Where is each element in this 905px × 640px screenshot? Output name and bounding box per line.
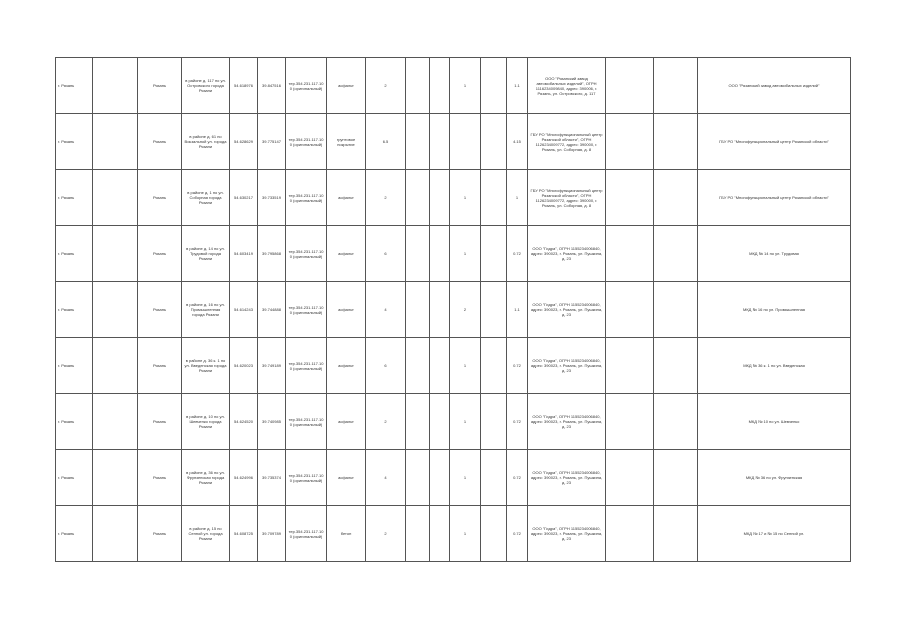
table-cell-surface: асфальт: [327, 170, 366, 226]
table-cell-vol: 1.1: [507, 58, 528, 114]
table-cell-lat: 54.618976: [230, 58, 258, 114]
table-cell-city: г. Рязань: [56, 282, 93, 338]
table-cell-operator: МКД № 14 по ул. Трудовая: [698, 226, 851, 282]
table-cell-empty: [654, 58, 698, 114]
table-cell-coords: тер.354.231.117.100 (оригинальный): [286, 338, 327, 394]
table-cell-surface: асфальт: [327, 450, 366, 506]
table-cell-lat: 54.620023: [230, 338, 258, 394]
table-cell-n1: [406, 226, 430, 282]
table-cell-empty: [430, 506, 450, 562]
table-cell-empty: [430, 170, 450, 226]
table-cell-operator: МКД № 36 по ул. Фрунзенская: [698, 450, 851, 506]
table-cell-operator: МКД № 16 по ул. Промышленная: [698, 282, 851, 338]
table-cell-empty: [481, 226, 507, 282]
table-cell-district: Рязань: [138, 114, 182, 170]
table-cell-coords: тер.354.231.117.100 (оригинальный): [286, 282, 327, 338]
table-row: [56, 226, 851, 282]
table-cell-extra: [606, 226, 654, 282]
table-cell-area: 6.5: [366, 114, 406, 170]
table-row: [56, 58, 851, 114]
table-row: [56, 114, 851, 170]
table-cell-empty: [481, 114, 507, 170]
table-cell-empty: [481, 394, 507, 450]
table-row: [56, 394, 851, 450]
table-cell-vol: 0.72: [507, 450, 528, 506]
table-cell-coords: тер.354.231.117.100 (оригинальный): [286, 58, 327, 114]
table-cell-owner: ООО "Гидра", ОГРН 1155234006840, адрес: 390023, г. Рязань, ул. Пушкина, д. 23: [528, 450, 606, 506]
table-cell-lon: 39.735374: [258, 450, 286, 506]
table-cell-empty: [93, 506, 138, 562]
table-cell-lon: 39.795868: [258, 226, 286, 282]
table-cell-vol: 1.1: [507, 282, 528, 338]
table-cell-surface: асфальт: [327, 58, 366, 114]
table-cell-vol: 0.72: [507, 506, 528, 562]
table-cell-empty: [93, 226, 138, 282]
table-cell-n1: [406, 450, 430, 506]
table-cell-owner: ООО "Гидра", ОГРН 1155234006840, адрес: 390023, г. Рязань, ул. Пушкина, д. 23: [528, 282, 606, 338]
table-cell-empty: [654, 226, 698, 282]
table-cell-district: Рязань: [138, 506, 182, 562]
table-cell-empty: [93, 282, 138, 338]
table-cell-location: в районе д. 117 по ул. Островского города Рязани: [182, 58, 230, 114]
table-cell-location: в районе д. 36 к. 1 по ул. Введенская города Рязани: [182, 338, 230, 394]
registry-table: [55, 57, 851, 562]
table-cell-n2: [450, 114, 481, 170]
table-cell-coords: тер.354.231.117.100 (оригинальный): [286, 450, 327, 506]
table-cell-empty: [93, 450, 138, 506]
table-cell-empty: [481, 450, 507, 506]
table-cell-operator: МКД № 10 по ул. Шевченко: [698, 394, 851, 450]
table-cell-extra: [606, 338, 654, 394]
table-cell-surface: грунтовое покрытие: [327, 114, 366, 170]
table-cell-operator: ГБУ РО "Многофункциональный центр Рязанской области": [698, 170, 851, 226]
table-cell-vol: 0.72: [507, 394, 528, 450]
table-cell-area: 2: [366, 506, 406, 562]
table-cell-area: 6: [366, 226, 406, 282]
table-cell-empty: [93, 170, 138, 226]
table-cell-coords: тер.354.231.117.100 (оригинальный): [286, 114, 327, 170]
table-cell-location: в районе д. 16 по ул. Промышленная города Рязани: [182, 282, 230, 338]
table-cell-location: в районе д. 36 по ул. Фрунзенская города Рязани: [182, 450, 230, 506]
table-cell-area: 2: [366, 170, 406, 226]
table-cell-district: Рязань: [138, 450, 182, 506]
table-cell-empty: [430, 338, 450, 394]
table-cell-lon: 39.775147: [258, 114, 286, 170]
table-cell-location: в районе д. 61 по Вокзальной ул. города Рязани: [182, 114, 230, 170]
table-cell-operator: МКД № 17 и № 15 по Сенной ул.: [698, 506, 851, 562]
table-cell-extra: [606, 170, 654, 226]
table-cell-empty: [93, 114, 138, 170]
table-cell-lat: 54.628629: [230, 114, 258, 170]
table-cell-n2: 1: [450, 226, 481, 282]
table-cell-city: г. Рязань: [56, 338, 93, 394]
table-cell-empty: [654, 394, 698, 450]
table-cell-lon: 39.709789: [258, 506, 286, 562]
table-cell-lon: 39.740985: [258, 394, 286, 450]
table-cell-empty: [481, 170, 507, 226]
table-cell-empty: [430, 226, 450, 282]
table-cell-lon: 39.847516: [258, 58, 286, 114]
table-row: [56, 338, 851, 394]
table-cell-district: Рязань: [138, 338, 182, 394]
table-cell-area: 2: [366, 58, 406, 114]
table-cell-operator: ООО "Рязанский завод автомобильных изделий": [698, 58, 851, 114]
table-cell-operator: ГБУ РО "Многофункциональный центр Рязанской области": [698, 114, 851, 170]
table-cell-empty: [430, 58, 450, 114]
table-cell-extra: [606, 282, 654, 338]
table-cell-lat: 54.608725: [230, 506, 258, 562]
table-cell-district: Рязань: [138, 394, 182, 450]
table-cell-lon: 39.744888: [258, 282, 286, 338]
table-cell-lat: 54.624520: [230, 394, 258, 450]
table-cell-extra: [606, 58, 654, 114]
table-cell-n1: [406, 282, 430, 338]
table-cell-empty: [93, 394, 138, 450]
table-cell-empty: [481, 282, 507, 338]
table-cell-lat: 54.614243: [230, 282, 258, 338]
table-cell-coords: тер.354.231.117.100 (оригинальный): [286, 394, 327, 450]
table-cell-n2: 1: [450, 338, 481, 394]
table-cell-area: 2: [366, 394, 406, 450]
table-cell-location: в районе д. 14 по ул. Трудовой города Рязани: [182, 226, 230, 282]
table-cell-city: г. Рязань: [56, 114, 93, 170]
table-cell-extra: [606, 506, 654, 562]
table-cell-empty: [430, 114, 450, 170]
table-cell-n1: [406, 170, 430, 226]
table-cell-area: 6: [366, 338, 406, 394]
table-cell-city: г. Рязань: [56, 58, 93, 114]
table-cell-extra: [606, 394, 654, 450]
table-cell-location: в районе д. 1 по ул. Соборная города Рязани: [182, 170, 230, 226]
table-cell-city: г. Рязань: [56, 450, 93, 506]
table-cell-vol: 4.15: [507, 114, 528, 170]
table-cell-operator: МКД № 36 к. 1 по ул. Введенская: [698, 338, 851, 394]
table-cell-empty: [654, 338, 698, 394]
table-cell-city: г. Рязань: [56, 170, 93, 226]
table-cell-extra: [606, 450, 654, 506]
table-cell-vol: 0.72: [507, 226, 528, 282]
table-cell-n2: 1: [450, 394, 481, 450]
table-cell-vol: 1: [507, 170, 528, 226]
table-cell-district: Рязань: [138, 170, 182, 226]
table-cell-district: Рязань: [138, 282, 182, 338]
table-row: [56, 450, 851, 506]
table-body: [56, 58, 851, 562]
table-cell-owner: ООО "Гидра", ОГРН 1155234006840, адрес: 390023, г. Рязань, ул. Пушкина, д. 23: [528, 394, 606, 450]
table-cell-lat: 54.603419: [230, 226, 258, 282]
table-cell-empty: [654, 450, 698, 506]
table-cell-location: в районе д. 15 по Сенной ул. города Рязани: [182, 506, 230, 562]
table-cell-lat: 54.630217: [230, 170, 258, 226]
table-cell-district: Рязань: [138, 58, 182, 114]
table-cell-coords: тер.354.231.117.100 (оригинальный): [286, 170, 327, 226]
table-cell-n2: 1: [450, 58, 481, 114]
table-cell-city: г. Рязань: [56, 394, 93, 450]
table-cell-owner: ООО "Гидра", ОГРН 1155234006840, адрес: 390023, г. Рязань, ул. Пушкина, д. 23: [528, 226, 606, 282]
table-cell-n1: [406, 394, 430, 450]
table-cell-empty: [654, 506, 698, 562]
table-cell-empty: [654, 170, 698, 226]
table-cell-owner: ГБУ РО "Многофункциональный центр Рязанской области", ОГРН 1126234009772, адрес: 390000, г. Рязань, ул. Соборная, д. 8: [528, 114, 606, 170]
table-cell-empty: [93, 338, 138, 394]
table-cell-extra: [606, 114, 654, 170]
table-cell-empty: [654, 282, 698, 338]
table-cell-owner: ООО "Рязанский завод автомобильных изделий", ОГРН 1116234009840, адрес: 390006, г. Рязань, ул. Островского, д. 117: [528, 58, 606, 114]
table-row: [56, 506, 851, 562]
table-cell-owner: ООО "Гидра", ОГРН 1155234006840, адрес: 390023, г. Рязань, ул. Пушкина, д. 23: [528, 338, 606, 394]
table-cell-area: 4: [366, 282, 406, 338]
table-cell-n1: [406, 114, 430, 170]
table-cell-coords: тер.354.231.117.100 (оригинальный): [286, 226, 327, 282]
table-cell-location: в районе д. 10 по ул. Шевченко города Рязани: [182, 394, 230, 450]
table-cell-city: г. Рязань: [56, 226, 93, 282]
table-cell-surface: асфальт: [327, 338, 366, 394]
table-cell-empty: [430, 394, 450, 450]
table-cell-n1: [406, 506, 430, 562]
table-cell-lon: 39.749189: [258, 338, 286, 394]
table-row: [56, 282, 851, 338]
table-cell-vol: 0.72: [507, 338, 528, 394]
table-row: [56, 170, 851, 226]
table-cell-coords: тер.354.231.117.100 (оригинальный): [286, 506, 327, 562]
table-cell-area: 4: [366, 450, 406, 506]
table-cell-empty: [481, 506, 507, 562]
table-cell-empty: [481, 58, 507, 114]
table-cell-city: г. Рязань: [56, 506, 93, 562]
table-cell-n1: [406, 338, 430, 394]
table-cell-empty: [654, 114, 698, 170]
table-cell-surface: асфальт: [327, 226, 366, 282]
table-cell-surface: асфальт: [327, 394, 366, 450]
table-cell-n2: 1: [450, 506, 481, 562]
table-cell-n2: 1: [450, 170, 481, 226]
table-cell-district: Рязань: [138, 226, 182, 282]
table-cell-owner: ГБУ РО "Многофункциональный центр Рязанской области", ОГРН 1126234009772, адрес: 390000, г. Рязань, ул. Соборная, д. 8: [528, 170, 606, 226]
table-cell-empty: [481, 338, 507, 394]
table-cell-empty: [430, 282, 450, 338]
table-cell-lon: 39.733519: [258, 170, 286, 226]
table-cell-lat: 54.624996: [230, 450, 258, 506]
table-cell-owner: ООО "Гидра", ОГРН 1155234006840, адрес: 390023, г. Рязань, ул. Пушкина, д. 23: [528, 506, 606, 562]
table-cell-n1: [406, 58, 430, 114]
table-cell-surface: бетон: [327, 506, 366, 562]
table-cell-n2: 2: [450, 282, 481, 338]
table-cell-n2: 1: [450, 450, 481, 506]
table-cell-surface: асфальт: [327, 282, 366, 338]
table-cell-empty: [93, 58, 138, 114]
table-cell-empty: [430, 450, 450, 506]
